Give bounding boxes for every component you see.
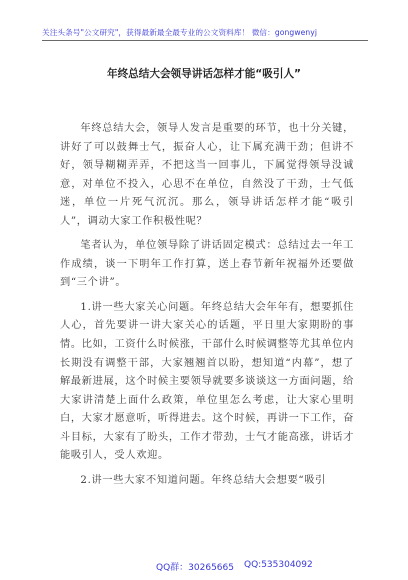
footer-qq-number: QQ:535304092: [244, 560, 313, 570]
header-divider: [42, 40, 368, 41]
paragraph: 年终总结大会，领导人发言是重要的环节，也十分关键，讲好了可以鼓舞士气，振奋人心，让下属充满干劲；但讲不好，领导糊糊弄弄，不把这当一回事儿，下属觉得领导没诚意，对单位不投入，心思不在单位，自然没了干劲，士气低迷，单位一片死气沉沉。那么，领导讲话怎样才能“吸引人”，调动大家工作积极性呢？: [60, 123, 354, 227]
document-body: [60, 120, 354, 496]
document-title: 年终总结大会领导讲话怎样才能“吸引人”: [106, 68, 302, 80]
footer-contact: [0, 560, 408, 576]
paragraph: 1.讲一些大家关心问题。年终总结大会年年有，想要抓住人心，首先要讲一讲大家关心的话题，平日里大家期盼的事情。比如，工资什么时候涨，干部什么时候调整等尤其单位内长期没有调整干部，大家翘翘首以盼，想知道“内幕”，想了解最新进展，这个时候主要领导就要多谈谈这一方面问题，给大家讲清楚上面什么政策，单位里怎么考虑，让大家心里明白，大家才愿意听，听得进去。这个时候，再讲一下工作，奋斗目标，大家有了盼头，工作才带劲，士气才能高涨，讲话才能吸引人，受人欢迎。: [60, 301, 354, 462]
paragraph: 2.讲一些大家不知道问题。年终总结大会想要“吸引: [80, 474, 327, 486]
header-notice: 关注头条号"公文研究"，获得最新最全最专业的公文资料库！ 微信：gongwenyj: [42, 28, 318, 37]
header-banner: [0, 0, 408, 40]
paragraph: 笔者认为，单位领导除了讲话固定模式：总结过去一年工作成绩，谈一下明年工作打算，送上春节新年祝福外还要做到“三个讲”。: [60, 240, 354, 289]
footer-qq-group: QQ群：30265665: [156, 563, 234, 573]
